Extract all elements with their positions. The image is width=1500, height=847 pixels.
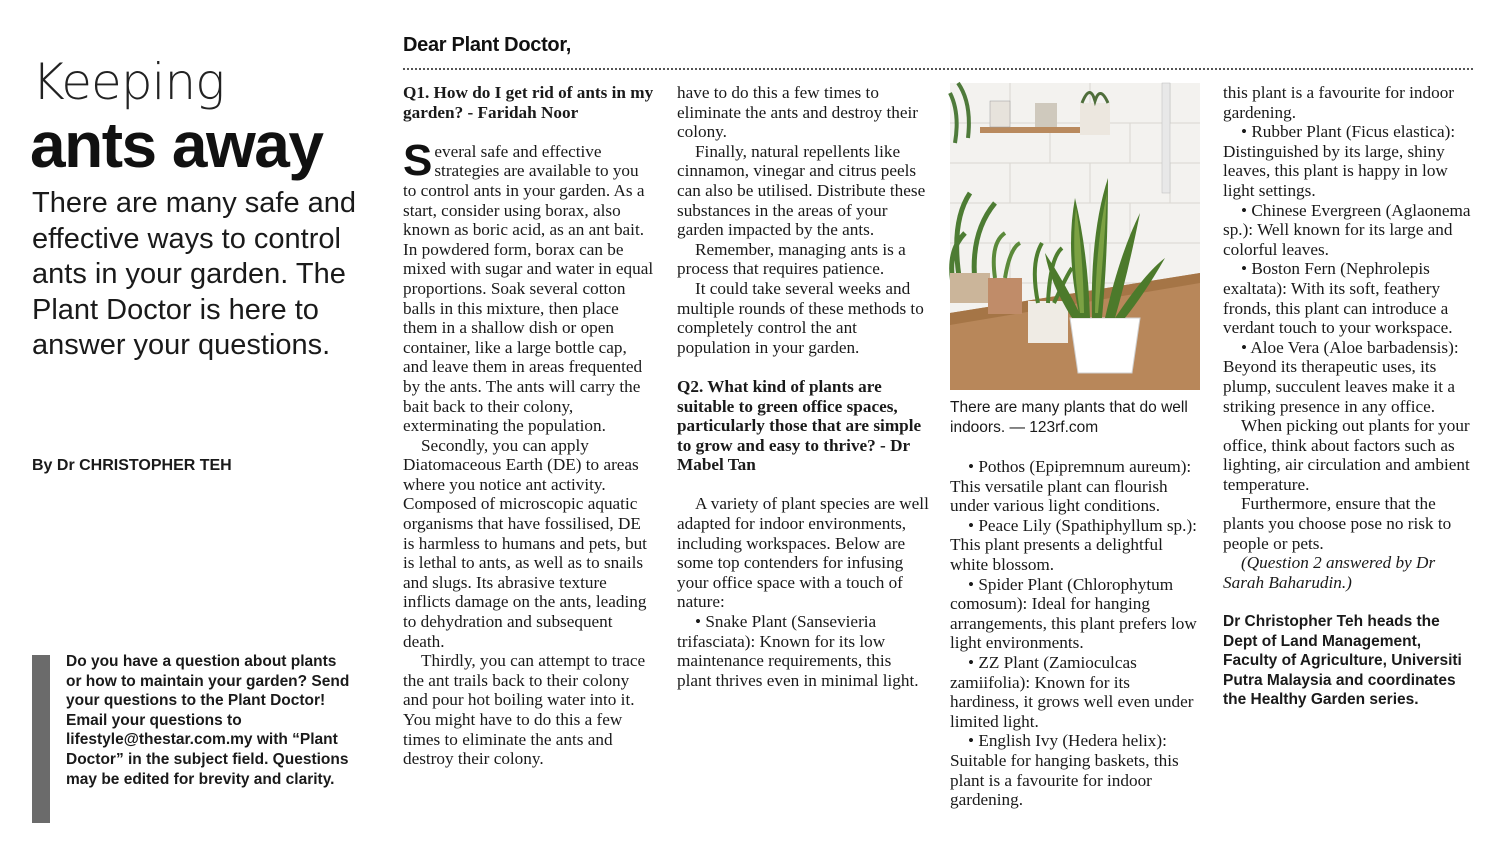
drop-cap: S — [403, 135, 433, 185]
article-column-2 — [677, 83, 929, 690]
plant-list-item: • Rubber Plant (Ficus elastica): Distinguished by its large, shiny leaves, this plant is happy in low light settings. — [1223, 122, 1456, 200]
answer-1-paragraph: Thirdly, you can attempt to trace the ant trails back to their colony and pour hot boiling water into it. You might have to do this a few times to eliminate the ants and destroy their colony. — [403, 651, 646, 769]
question-1: Q1. How do I get rid of ants in my garden? - Faridah Noor — [403, 83, 654, 122]
answer-credit: (Question 2 answered by Dr Sarah Baharudin.) — [1223, 553, 1436, 592]
byline: By Dr CHRISTOPHER TEH — [32, 457, 232, 474]
plant-list-item: • Aloe Vera (Aloe barbadensis): Beyond its therapeutic uses, its plump, succulent leaves make it a striking presence in any office. — [1223, 337, 1459, 416]
callout-accent-bar — [32, 655, 50, 823]
answer-2-paragraph: Furthermore, ensure that the plants you choose pose no risk to people or pets. — [1223, 494, 1452, 553]
article-column-4 — [1223, 83, 1475, 710]
plant-list-item: • Pothos (Epipremnum aureum): This versatile plant can flourish under various light conditions. — [950, 457, 1192, 516]
dotted-divider — [403, 68, 1473, 70]
plant-list-item: • ZZ Plant (Zamioculcas zamiifolia): Known for its hardiness, it grows well even under limited light. — [950, 652, 1194, 731]
standfirst: There are many safe and effective ways to control ants in your garden. The Plant Doctor is here to answer your questions. — [32, 187, 357, 361]
plant-list-continued: this plant is a favourite for indoor gardening. — [1223, 83, 1455, 122]
plant-list-item: • English Ivy (Hedera helix): Suitable for hanging baskets, this plant is a favourite for indoor gardening. — [950, 731, 1179, 810]
plant-list-item: • Chinese Evergreen (Aglaonema sp.): Well known for its large and colorful leaves. — [1223, 200, 1471, 259]
answer-1-paragraph: It could take several weeks and multiple rounds of these methods to completely control the ant population in your garden. — [677, 278, 924, 357]
callout-box: Do you have a question about plants or how to maintain your garden? Send your questions to the Plant Doctor! Email your questions to lifestyle@thestar.com.my with “Plant Doctor” in the subject field. Questions may be edited for brevity and clarity. — [66, 653, 350, 788]
column-header: Dear Plant Doctor, — [403, 34, 571, 56]
plant-list-item: • Spider Plant (Chlorophytum comosum): Ideal for hanging arrangements, this plant prefers low light environments. — [950, 574, 1197, 653]
question-2: Q2. What kind of plants are suitable to green office spaces, particularly those that are simple to grow and easy to thrive? - Dr Mabel Tan — [677, 376, 922, 475]
answer-1-paragraph — [403, 135, 655, 436]
answer-2-paragraph: When picking out plants for your office, think about factors such as lighting, air circulation and ambient temperature. — [1223, 416, 1470, 494]
answer-2-intro: A variety of plant species are well adapted for indoor environments, including workspaces. Below are some top contenders for infusing your office space with a touch of nature: — [677, 494, 929, 612]
indoor-plants-photo — [950, 83, 1200, 390]
answer-1-paragraph: Secondly, you can apply Diatomaceous Earth (DE) to areas where you notice ant activity. Composed of microscopic aquatic organisms that have fossilised, DE is harmless to humans and pets, but is lethal to ants, as well as to snails and slugs. Its abrasive texture inflicts damage on the ants, leading to dehydration and subsequent death. — [403, 435, 647, 651]
answer-1-paragraph: Remember, managing ants is a process that requires patience. — [677, 239, 906, 279]
answer-1-continued: have to do this a few times to eliminate the ants and destroy their colony. — [677, 83, 919, 142]
headline-line1: Keeping — [32, 53, 225, 111]
answer-1-text: everal safe and effective strategies are available to you to control ants in your garden. As a start, consider using borax, also known as boric acid, as an ant bait. In powdered form, borax can be mixed with sugar and water in equal proportions. Soak several cotton balls in this mixture, then place them in a shallow dish or open container, like a large bottle cap, and leave them in areas frequented by the ants. The ants will carry the bait back to their colony, exterminating the population. — [403, 141, 654, 436]
plant-list-item: • Peace Lily (Spathiphyllum sp.): This plant presents a delightful white blossom. — [950, 515, 1197, 574]
article-column-1 — [403, 83, 655, 769]
headline-line2: ants away — [30, 109, 323, 181]
author-bio: Dr Christopher Teh heads the Dept of Land Management, Faculty of Agriculture, Universiti Putra Malaysia and coordinates the Healthy Garden series. — [1223, 613, 1462, 709]
plant-list-item: • Snake Plant (Sansevieria trifasciata): Known for its low maintenance requirements, this plant thrives even in minimal light. — [677, 612, 919, 690]
article-column-3 — [950, 457, 1202, 810]
photo-caption: There are many plants that do well indoors. — 123rf.com — [950, 399, 1188, 436]
answer-1-paragraph: Finally, natural repellents like cinnamon, vinegar and citrus peels can also be utilised. Distribute these substances in the areas of your garden impacted by the ants. — [677, 141, 926, 240]
plant-list-item: • Boston Fern (Nephrolepis exaltata): With its soft, feathery fronds, this plant can introduce a verdant touch to your workspace. — [1223, 259, 1453, 338]
